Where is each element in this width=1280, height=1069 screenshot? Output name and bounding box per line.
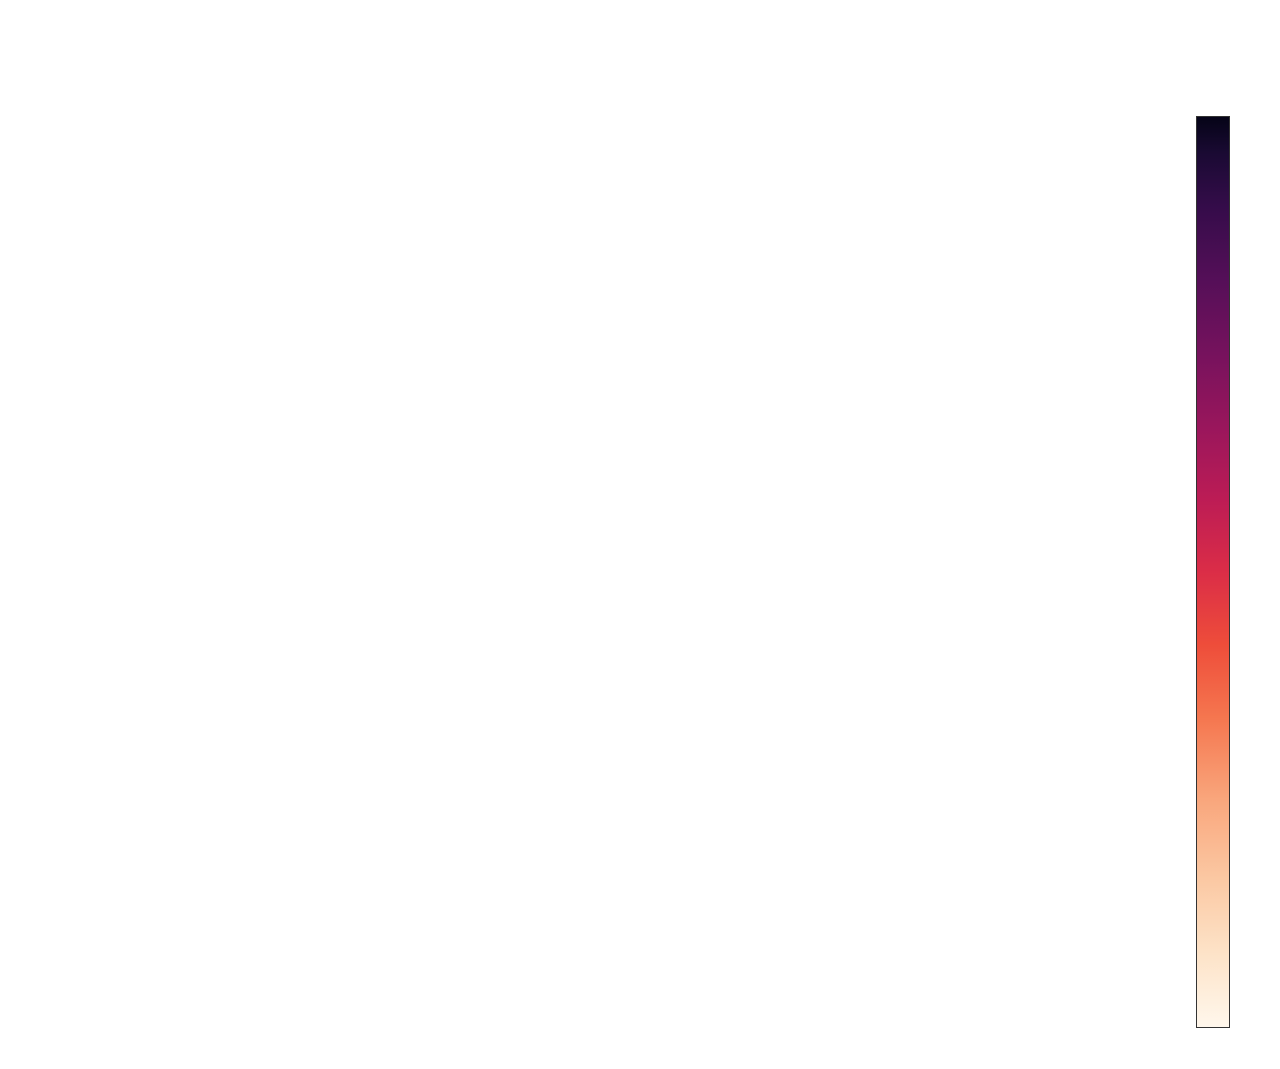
column-headers (214, 0, 1184, 84)
colorbar (1196, 116, 1230, 1028)
colorbar-ticks (1230, 104, 1280, 1040)
